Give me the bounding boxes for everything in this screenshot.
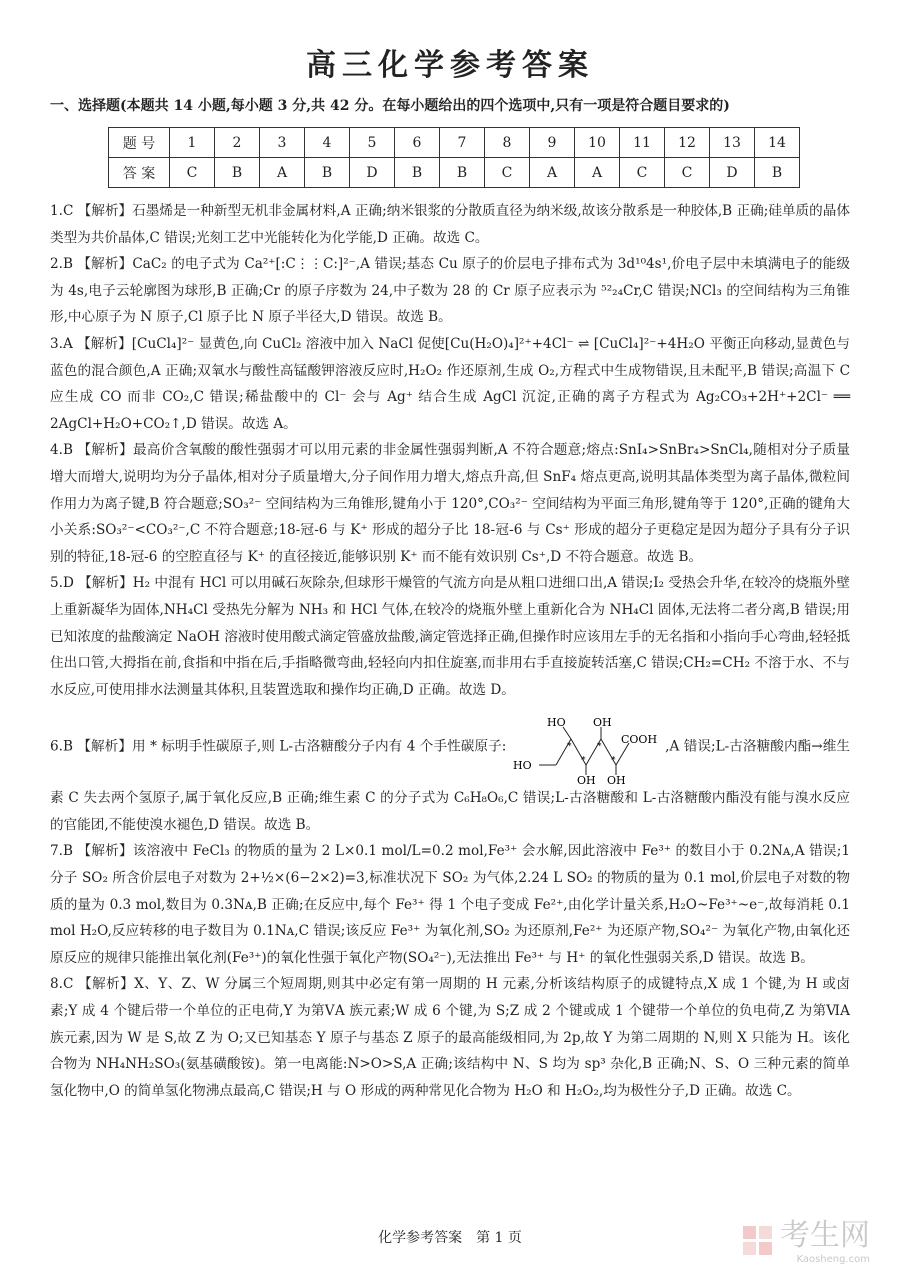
section-heading: 一、选择题(本题共 14 小题,每小题 3 分,共 42 分。在每小题给出的四个选项中,只有一项是符合题目要求的)	[50, 98, 730, 114]
table-cell: 14	[755, 128, 800, 158]
page-title: 高三化学参考答案	[306, 48, 594, 83]
mol-label-ho-top: HO	[546, 716, 566, 730]
answer-item-3: 3.A 【解析】[CuCl₄]²⁻ 显黄色,向 CuCl₂ 溶液中加入 NaCl 促使[Cu(H₂O)₄]²⁺+4Cl⁻ ⇌ [CuCl₄]²⁻+4H₂O 平衡正向移动,显黄色与蓝色的混合颜色,A 正确;双氧水与酸性高锰酸钾溶液反应时,H₂O₂ 作还原剂,生成 O₂,方程式中生成物错误,且未配平,B 错误;高温下 C 应生成 CO 而非 CO₂,C 错误;稀盐酸中的 Cl⁻ 会与 Ag⁺ 结合生成 AgCl 沉淀,正确的离子方程式为 Ag₂CO₃+2H⁺+2Cl⁻ ══ 2AgCl+H₂O+CO₂↑,D 错误。故选 A。	[50, 335, 850, 432]
table-cell: 10	[575, 128, 620, 158]
table-cell: 6	[395, 128, 440, 158]
answer-item-5: 5.D 【解析】H₂ 中混有 HCl 可以用碱石灰除杂,但球形干燥管的气流方向是从粗口进细口出,A 错误;I₂ 受热会升华,在较冷的烧瓶外壁上重新凝华为固体,NH₄Cl 受热先分解为 NH₃ 和 HCl 气体,在较冷的烧瓶外壁上重新化合为 NH₄Cl 固体,无法将二者分离,B 错误;用已知浓度的盐酸滴定 NaOH 溶液时使用酸式滴定管盛放盐酸,滴定管选择正确,但操作时应该用左手的无名指和小指向手心弯曲,轻轻抵住出口管,大拇指在前,食指和中指在后,手指略微弯曲,轻轻向内扣住旋塞,而非用右手直接旋转活塞,C 错误;CH₂=CH₂ 不溶于水、不与水反应,可使用排水法测量其体积,且装置选取和操作均正确,D 正确。故选 D。	[50, 575, 850, 698]
table-cell: C	[170, 158, 215, 188]
table-cell: D	[710, 158, 755, 188]
chiral-star: *	[610, 756, 616, 767]
table-cell: 11	[620, 128, 665, 158]
chiral-star: *	[580, 756, 586, 767]
table-cell: B	[440, 158, 485, 188]
mol-label-cooh: COOH	[620, 733, 657, 747]
table-cell: 4	[305, 128, 350, 158]
table-cell: 2	[215, 128, 260, 158]
table-cell: B	[755, 158, 800, 188]
table-cell: 7	[440, 128, 485, 158]
answer-item-7: 7.B 【解析】该溶液中 FeCl₃ 的物质的量为 2 L×0.1 mol/L=0.2 mol,Fe³⁺ 会水解,因此溶液中 Fe³⁺ 的数目小于 0.2Nᴀ,A 错误;1 分子 SO₂ 所含价层电子对数为 2+½×(6−2×2)=3,标准状况下 SO₂ 为气体,2.24 L SO₂ 的物质的量为 0.1 mol,价层电子对数的物质的量为 0.3 mol,数目为 0.3Nᴀ,B 正确;在反应中,每个 Fe³⁺ 得 1 个电子变成 Fe²⁺,由化学计量关系,H₂O~Fe³⁺~e⁻,故每消耗 0.1 mol H₂O,反应转移的电子数目为 0.1Nᴀ,C 错误;该反应 Fe³⁺ 为氧化剂,SO₂ 为还原剂,Fe²⁺ 为还原产物,SO₄²⁻ 为氧化产物,由氧化还原反应的规律只能推出氧化剂(Fe³⁺)的氧化性强于氧化产物(SO₄²⁻),无法推出 Fe³⁺ 与 H⁺ 的氧化性强弱关系,D 错误。故选 B。	[50, 843, 850, 966]
answer-item-1: 1.C 【解析】石墨烯是一种新型无机非金属材料,A 正确;纳米银浆的分散质直径为纳米级,故该分散系是一种胶体,B 正确;硅单质的晶体类型为共价晶体,C 错误;光刻工艺中光能转化为化学能,D 正确。故选 C。	[50, 203, 850, 246]
chiral-star: *	[566, 742, 572, 753]
table-row-answers	[109, 158, 800, 188]
answer-item-8: 8.C 【解析】X、Y、Z、W 分属三个短周期,则其中必定有第一周期的 H 元素,分析该结构原子的成键特点,X 成 1 个键,为 H 或卤素;Y 成 4 个键后带一个单位的正电荷,Y 为第ⅤA 族元素;W 成 6 个键,为 S;Z 成 2 个键或成 1 个键带一个单位的负电荷,Z 为第ⅥA 族元素,因为 W 是 S,故 Z 为 O;又已知基态 Y 原子与基态 Z 原子的最高能级相同,为 2p,故 Y 为第二周期的 N,则 X 只能为 H。该化合物为 NH₄NH₂SO₃(氨基磺酸铵)。第一电离能:N>O>S,A 正确;该结构中 N、S 均为 sp³ 杂化,B 正确;N、S、O 三种元素的简单氢化物中,O 的简单氢化物沸点最高,C 错误;H 与 O 形成的两种常见化合物为 H₂O 和 H₂O₂,均为极性分子,D 正确。故选 C。	[50, 976, 850, 1099]
answer-item-4: 4.B 【解析】最高价含氧酸的酸性强弱才可以用元素的非金属性强弱判断,A 不符合题意;熔点:SnI₄>SnBr₄>SnCl₄,随相对分子质量增大而增大,说明均为分子晶体,相对分子质量增大,分子间作用力增大,熔点升高,但 SnF₄ 熔点更高,说明其晶体类型为离子晶体,微粒间作用力为离子键,B 符合题意;SO₃²⁻ 空间结构为三角锥形,键角小于 120°,CO₃²⁻ 空间结构为平面三角形,键角等于 120°,正确的键角大小关系:SO₃²⁻<CO₃²⁻,C 不符合题意;18-冠-6 与 K⁺ 形成的超分子比 18-冠-6 与 Cs⁺ 形成的超分子更稳定是因为超分子具有分子识别的特征,18-冠-6 的空腔直径与 K⁺ 的直径接近,能够识别 K⁺ 而不能有效识别 Cs⁺,D 不符合题意。故选 B。	[50, 442, 850, 565]
table-cell: B	[305, 158, 350, 188]
mol-label-ho-left: HO	[512, 759, 532, 773]
chiral-star: *	[596, 742, 602, 753]
table-cell: 1	[170, 128, 215, 158]
watermark-text: 考生网	[780, 1218, 870, 1253]
gulonic-acid-structure	[511, 709, 661, 785]
answer-item-6-text: 6.B 【解析】用 * 标明手性碳原子,则 L-古洛糖酸分子内有 4 个手性碳原子:	[50, 738, 507, 755]
answer-item-2: 2.B 【解析】CaC₂ 的电子式为 Ca²⁺[:C⋮⋮C:]²⁻,A 错误;基态 Cu 原子的价层电子排布式为 3d¹⁰4s¹,价电子层中未填满电子的能级为 4s,电子云轮廓图为球形,B 正确;Cr 的原子序数为 24,中子数为 28 的 Cr 原子应表示为 ⁵²₂₄Cr,C 错误;NCl₃ 的空间结构为三角锥形,中心原子为 N 原子,Cl 原子比 N 原子半径大,D 错误。故选 B。	[50, 256, 850, 326]
answer-item-6-text-cont: ,A 错误;L-古洛糖酸内酯→维生素 C 失去两个氢原子,属于氧化反应,B 正确;维生素 C 的分子式为 C₆H₈O₆,C 错误;L-古洛糖酸和 L-古洛糖酸内酯没有能与溴水反应的官能团,不能使溴水褪色,D 错误。故选 B。	[50, 738, 851, 833]
table-row-numbers	[109, 128, 800, 158]
table-cell: 13	[710, 128, 755, 158]
mol-label-oh-bottom1: OH	[576, 774, 596, 786]
table-cell: 12	[665, 128, 710, 158]
table-cell: D	[350, 158, 395, 188]
table-cell: B	[395, 158, 440, 188]
answer-table	[108, 127, 800, 188]
table-cell: 8	[485, 128, 530, 158]
table-cell: 5	[350, 128, 395, 158]
table-cell: C	[620, 158, 665, 188]
table-cell: A	[260, 158, 305, 188]
watermark-domain: Kaosheng.com	[796, 1253, 870, 1265]
table-cell: 9	[530, 128, 575, 158]
table-head-answer: 答 案	[109, 158, 170, 188]
mol-label-oh-top: OH	[592, 716, 612, 730]
table-cell: C	[665, 158, 710, 188]
page-footer: 化学参考答案 第 1 页	[378, 1230, 522, 1246]
table-cell: A	[530, 158, 575, 188]
table-head-number: 题 号	[109, 128, 170, 158]
table-cell: A	[575, 158, 620, 188]
answer-body	[50, 198, 850, 1104]
watermark	[741, 1210, 870, 1265]
table-cell: 3	[260, 128, 305, 158]
mol-label-oh-bottom2: OH	[606, 774, 626, 786]
table-cell: C	[485, 158, 530, 188]
answer-item-6	[50, 709, 850, 838]
watermark-logo-icon	[741, 1224, 775, 1258]
table-cell: B	[215, 158, 260, 188]
